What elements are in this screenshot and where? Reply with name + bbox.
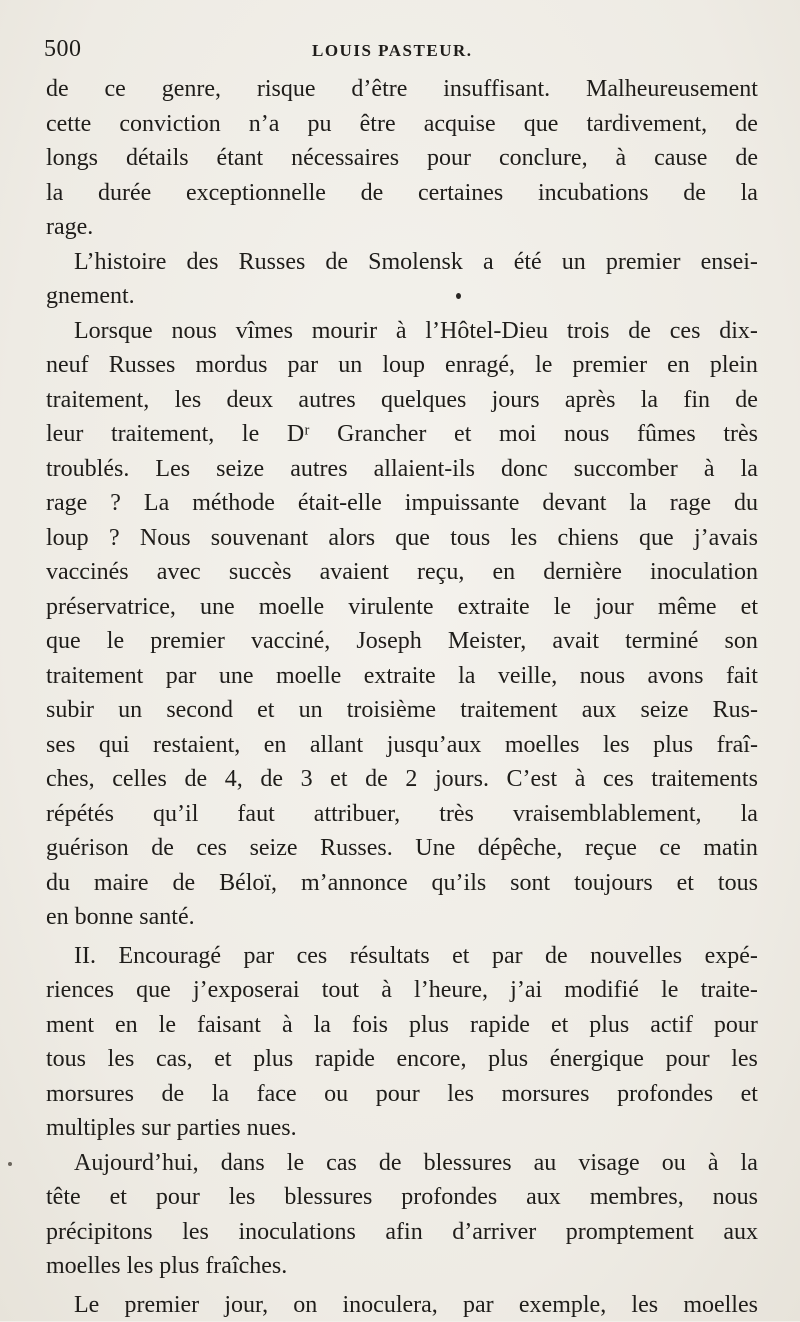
paragraph-first-line: Lorsque nous vîmes mourir à l’Hôtel-Dieu trois de ces dix-	[46, 314, 758, 349]
text-line: répétés qu’il faut attribuer, très vraisemblablement, la	[46, 797, 758, 832]
running-title: LOUIS PASTEUR.	[312, 41, 473, 61]
margin-speck	[8, 1162, 12, 1166]
text-line: traitement, les deux autres quelques jours après la fin de	[46, 383, 758, 418]
text-line: riences que j’exposerai tout à l’heure, j’ai modifié le traite-	[46, 973, 758, 1008]
text-line: leur traitement, le Dʳ Grancher et moi nous fûmes très	[46, 417, 758, 452]
text-line: neuf Russes mordus par un loup enragé, le premier en plein	[46, 348, 758, 383]
text-line: gnement.	[46, 279, 758, 314]
text-line: rage.	[46, 210, 758, 245]
running-header	[40, 36, 760, 66]
text-line: précipitons les inoculations afin d’arriver promptement aux	[46, 1215, 758, 1250]
text-line: que le premier vacciné, Joseph Meister, avait terminé son	[46, 624, 758, 659]
text-line: subir un second et un troisième traitement aux seize Rus-	[46, 693, 758, 728]
paragraph-first-line: II. Encouragé par ces résultats et par de nouvelles expé-	[46, 939, 758, 974]
text-line: de ce genre, risque d’être insuffisant. Malheureusement	[46, 72, 758, 107]
text-line: morsures de la face ou pour les morsures profondes et	[46, 1077, 758, 1112]
text-line: troublés. Les seize autres allaient-ils donc succomber à la	[46, 452, 758, 487]
text-line: traitement par une moelle extraite la veille, nous avons fait	[46, 659, 758, 694]
paragraph-first-line: L’histoire des Russes de Smolensk a été un premier ensei-	[46, 245, 758, 280]
text-line: rage ? La méthode était-elle impuissante devant la rage du	[46, 486, 758, 521]
text-line: vaccinés avec succès avaient reçu, en dernière inoculation	[46, 555, 758, 590]
text-line: longs détails étant nécessaires pour conclure, à cause de	[46, 141, 758, 176]
text-line: loup ? Nous souvenant alors que tous les chiens que j’avais	[46, 521, 758, 556]
page-number: 500	[44, 36, 82, 63]
text-line: préservatrice, une moelle virulente extraite le jour même et	[46, 590, 758, 625]
text-line: tête et pour les blessures profondes aux membres, nous	[46, 1180, 758, 1215]
paragraph-first-line: Le premier jour, on inoculera, par exemple, les moelles	[46, 1288, 758, 1322]
text-line: guérison de ces seize Russes. Une dépêche, reçue ce matin	[46, 831, 758, 866]
paragraph-first-line: Aujourd’hui, dans le cas de blessures au visage ou à la	[46, 1146, 758, 1181]
text-line: ses qui restaient, en allant jusqu’aux moelles les plus fraî-	[46, 728, 758, 763]
text-line: ment en le faisant à la fois plus rapide et plus actif pour	[46, 1008, 758, 1043]
text-line: cette conviction n’a pu être acquise que tardivement, de	[46, 107, 758, 142]
text-line: la durée exceptionnelle de certaines incubations de la	[46, 176, 758, 211]
text-line: tous les cas, et plus rapide encore, plus énergique pour les	[46, 1042, 758, 1077]
text-line: ches, celles de 4, de 3 et de 2 jours. C’est à ces traitements	[46, 762, 758, 797]
ink-speck	[456, 293, 461, 299]
text-line: en bonne santé.	[46, 900, 758, 935]
text-line: du maire de Béloï, m’annonce qu’ils sont toujours et tous	[46, 866, 758, 901]
body-text	[46, 72, 758, 1322]
text-line: moelles les plus fraîches.	[46, 1249, 758, 1284]
text-line: multiples sur parties nues.	[46, 1111, 758, 1146]
